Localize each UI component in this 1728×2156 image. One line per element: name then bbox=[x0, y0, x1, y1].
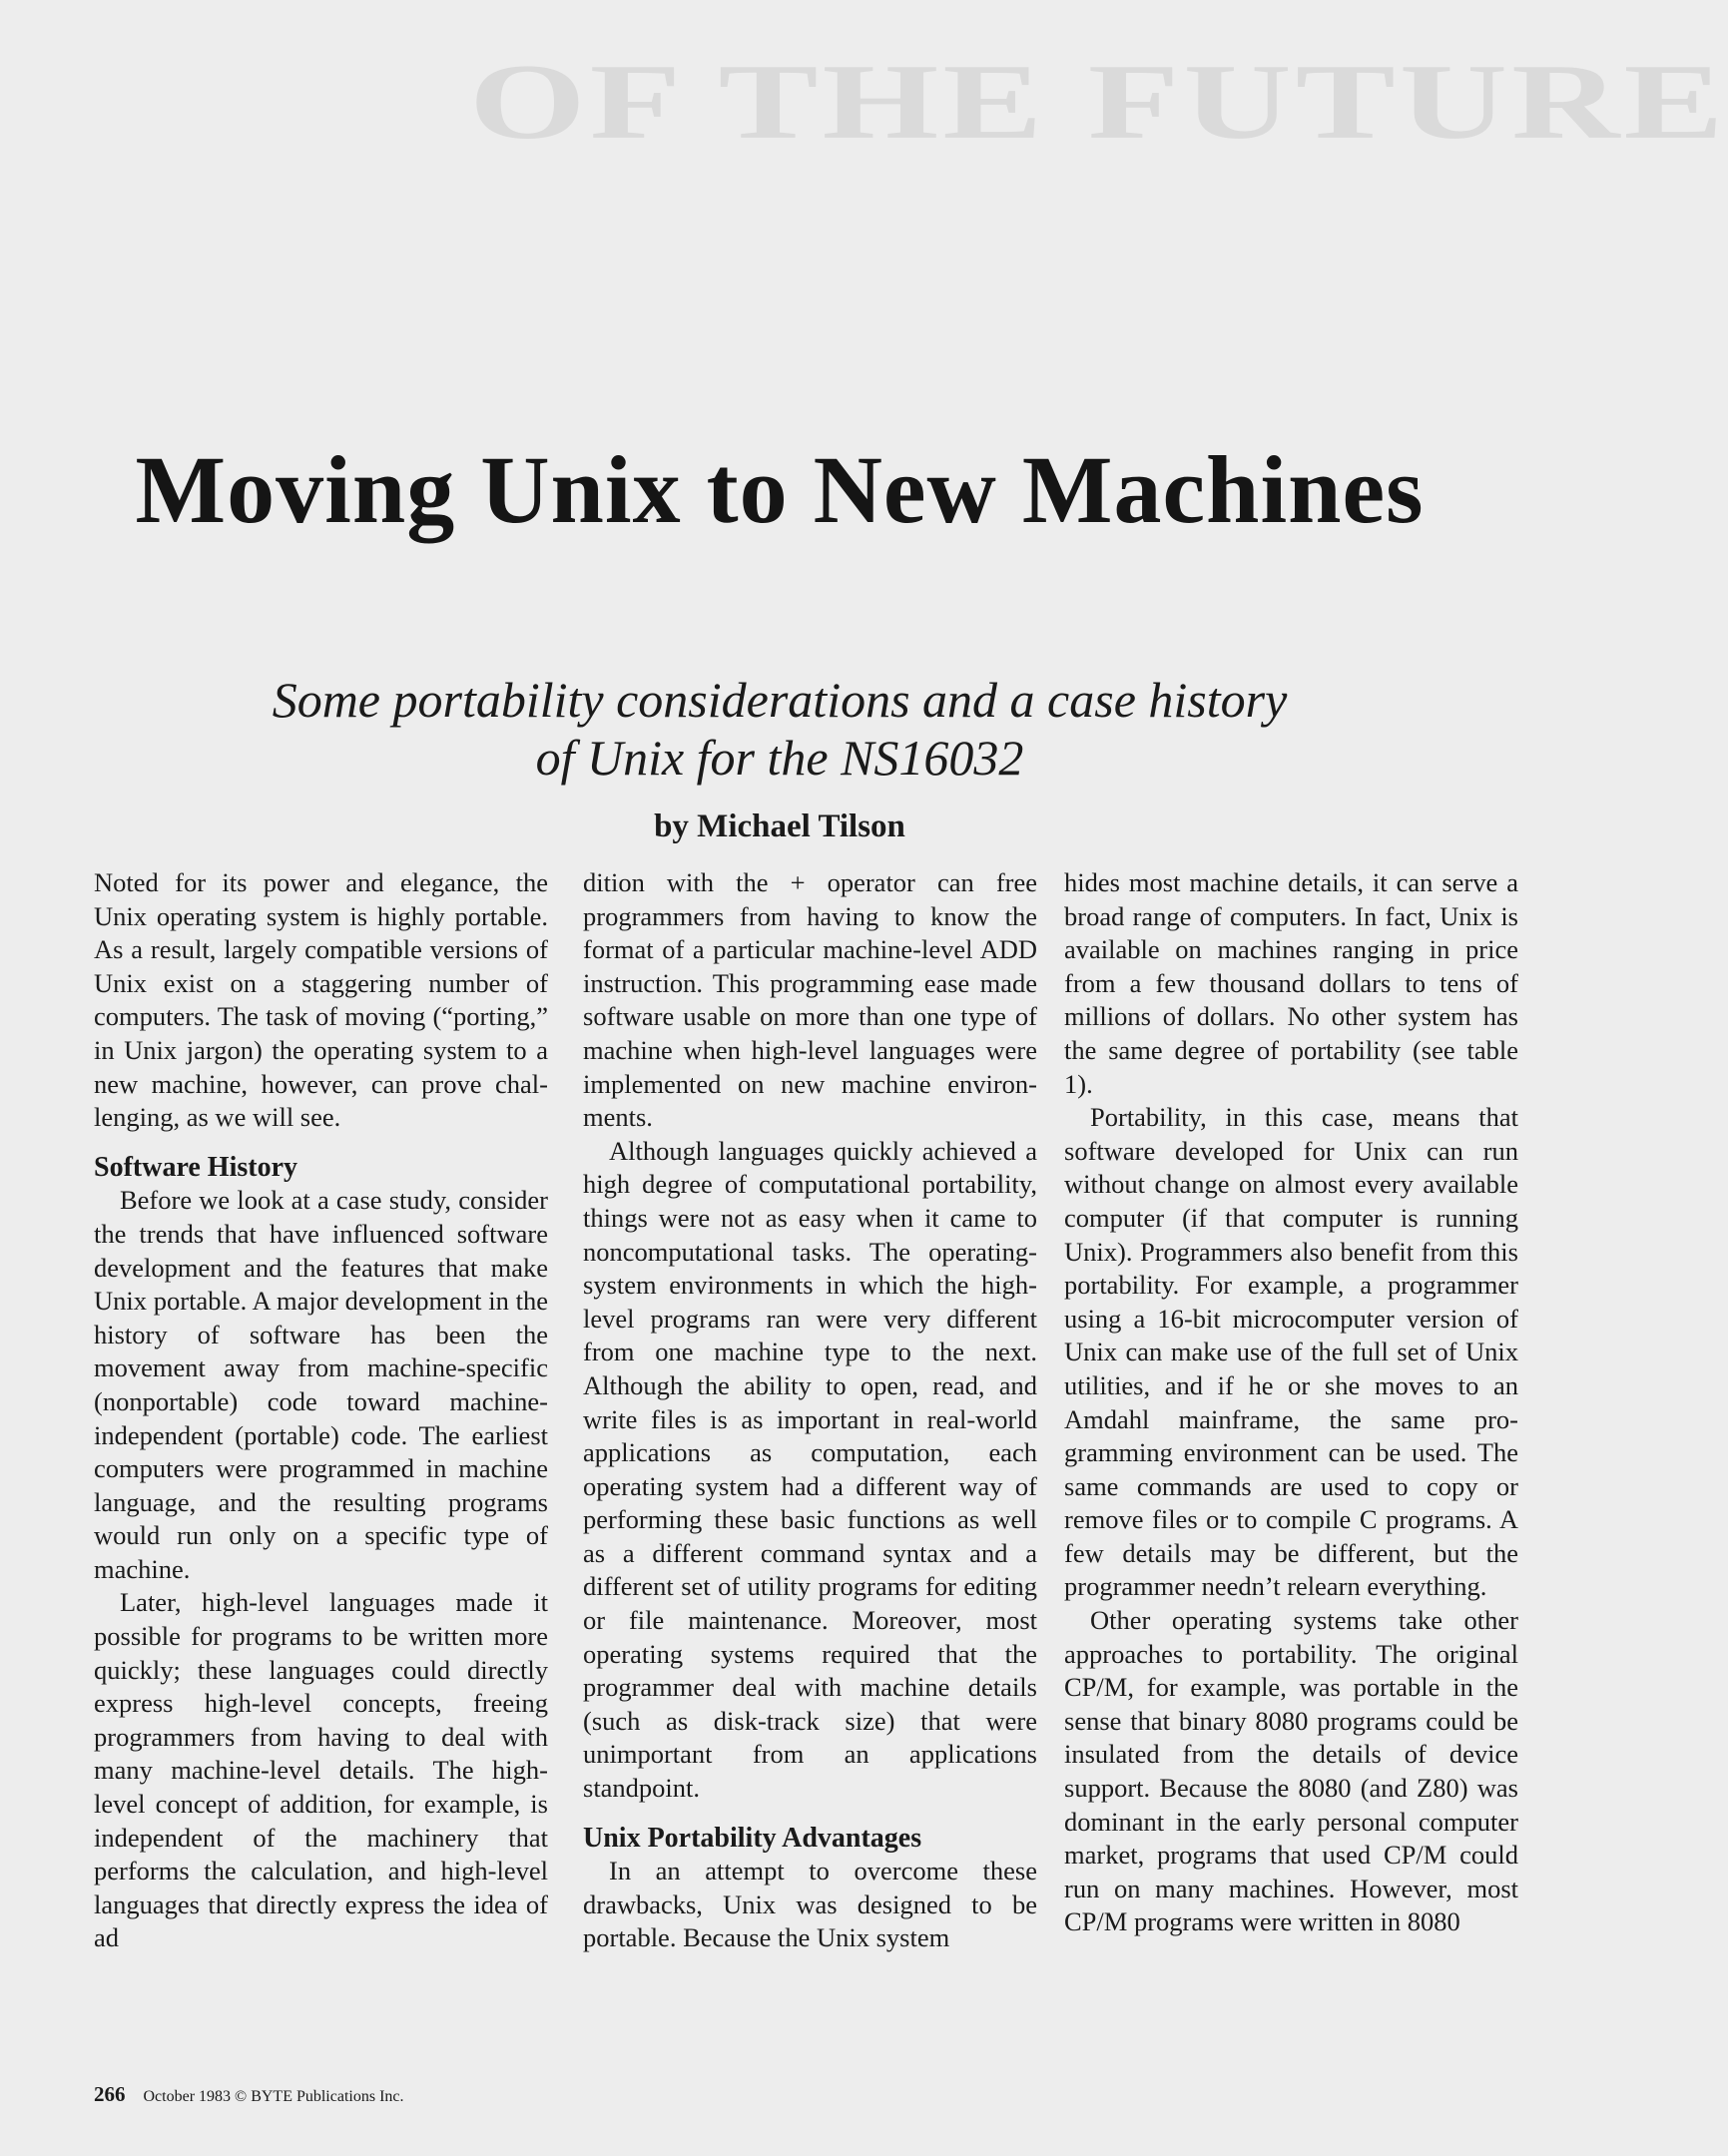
paragraph: Other operating systems take other approaches to portability. The original CP/M, for example, was portable in the sense that binary 8080 programs could be insulated from the details of device support. Because the 8080 (and Z80) was dominant in the early personal computer market, programs that used CP/M could run on many machines. However, most CP/M programs were written in 8080 bbox=[1064, 1605, 1518, 1937]
paragraph: dition with the + operator can free programmers from having to know the format of a particular machine-level ADD instruction. This programming ease made software usable on more than one type of machine when high-level languages were implemented on new machine environments. bbox=[583, 867, 1037, 1133]
text-column-3 bbox=[1064, 866, 1518, 1939]
subtitle-line-1: Some portability considerations and a case history bbox=[272, 672, 1288, 728]
page-footer bbox=[94, 2082, 404, 2107]
paragraph: hides most machine details, it can serve a broad range of computers. In fact, Unix is available on machines ranging in price from a few thousand dollars to tens of millions of dollars. No other system has the same degree of portability (see table 1). bbox=[1064, 867, 1518, 1099]
paragraph: Before we look at a case study, consider the trends that have influenced software development and the features that make Unix portable. A major development in the history of software has been the movement away from machine-specific (nonportable) code toward machine-independent (portable) code. The earliest computers were programmed in machine language, and the resulting programs would run only on a specific type of machine. bbox=[94, 1185, 548, 1584]
paragraph: Although languages quickly achieved a high degree of computational portability, things were not as easy when it came to noncomputational tasks. The operating-system environments in which the high-level programs ran were very different from one machine type to the next. Although the ability to open, read, and write files is as important in real-world applications as computation, each operating system had a different way of performing these basic functions as well as a different command syntax and a different set of utility programs for editing or file maintenance. Moreover, most operating systems required that the programmer deal with machine details (such as disk-track size) that were unimportant from an applications standpoint. bbox=[583, 1135, 1037, 1804]
byline: by Michael Tilson bbox=[654, 808, 905, 844]
background-heading: OF THE FUTURE bbox=[469, 42, 1728, 162]
text-column-2 bbox=[583, 866, 1037, 1955]
paragraph: Noted for its power and elegance, the Unix operating system is highly portable. As a result, largely compatible versions of Unix exist on a staggering number of computers. The task of moving (“porting,” in Unix jargon) the operating system to a new machine, however, can prove challenging, as we will see. bbox=[94, 867, 548, 1133]
section-heading-unix-portability: Unix Portability Advantages bbox=[583, 1822, 922, 1854]
article-title: Moving Unix to New Machines bbox=[135, 436, 1425, 543]
paragraph: Later, high-level languages made it possible for programs to be written more quickly; these languages could directly express high-level concepts, freeing programmers from having to deal with many machine-level details. The high-level concept of addition, for example, is independent of the machinery that performs the calculation, and high-level languages that directly express the idea of ad bbox=[94, 1587, 548, 1953]
paragraph: In an attempt to overcome these drawbacks, Unix was designed to be portable. Because the Unix system bbox=[583, 1856, 1037, 1953]
page-number: 266 bbox=[94, 2082, 126, 2106]
issue-info: October 1983 © BYTE Publications Inc. bbox=[143, 2088, 404, 2105]
paragraph: Portability, in this case, means that software developed for Unix can run without change on almost every available computer (if that computer is running Unix). Programmers also benefit from this portability. For example, a programmer using a 16-bit microcomputer version of Unix can make use of the full set of Unix utilities, and if he or she moves to an Amdahl mainframe, the same programming environment can be used. The same commands are used to copy or remove files or to compile C programs. A few details may be different, but the programmer needn’t relearn everything. bbox=[1064, 1102, 1518, 1602]
section-heading-software-history: Software History bbox=[94, 1151, 297, 1183]
article-subtitle bbox=[0, 671, 1559, 787]
subtitle-line-2: of Unix for the NS16032 bbox=[535, 730, 1024, 786]
text-column-1 bbox=[94, 866, 548, 1955]
